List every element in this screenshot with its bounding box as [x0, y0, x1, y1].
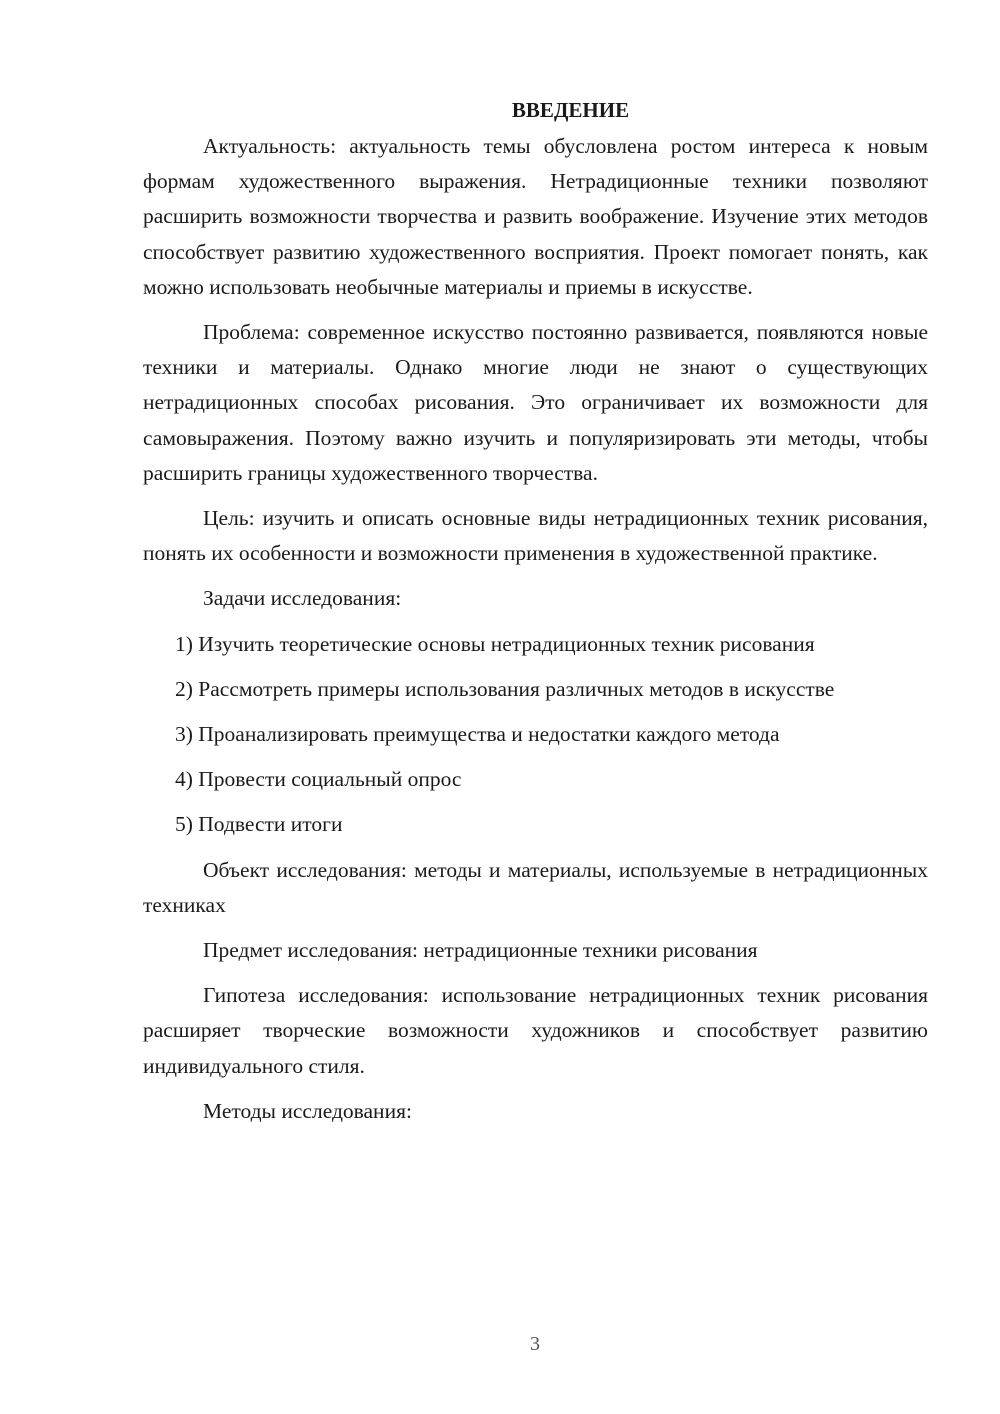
problem-paragraph: Проблема: современное искусство постоянно развивается, появляются новые техники и материалы. Однако многие люди не знают о существующих нетрадиционных способах рисования. Это ограничивает их возможности для самовыражения. Поэтому важно изучить и популяризировать эти методы, чтобы расширить границы художественного творчества. [143, 320, 928, 485]
page-content [143, 92, 928, 1139]
task-item-2: 2) Рассмотреть примеры использования различных методов в искусстве [175, 676, 835, 701]
page-title: ВВЕДЕНИЕ [511, 98, 630, 122]
goal-paragraph: Цель: изучить и описать основные виды нетрадиционных техник рисования, понять их особенности и возможности применения в художественной практике. [143, 506, 928, 566]
tasks-heading: Задачи исследования: [203, 586, 402, 611]
hypothesis-paragraph: Гипотеза исследования: использование нетрадиционных техник рисования расширяет творческие возможности художников и способствует развитию индивидуального стиля. [143, 983, 928, 1078]
task-item-4: 4) Провести социальный опрос [175, 767, 462, 792]
relevance-paragraph: Актуальность: актуальность темы обусловлена ростом интереса к новым формам художественного выражения. Нетрадиционные техники позволяют расширить возможности творчества и развить воображение. Изучение этих методов способствует развитию художественного восприятия. Проект помогает понять, как можно использовать необычные материалы и приемы в искусстве. [143, 134, 928, 299]
task-item-5: 5) Подвести итоги [175, 812, 343, 837]
page-number: 3 [530, 1333, 540, 1355]
methods-heading: Методы исследования: [203, 1098, 412, 1123]
task-item-1: 1) Изучить теоретические основы нетрадиционных техник рисования [175, 631, 815, 656]
subject-paragraph: Предмет исследования: нетрадиционные техники рисования [203, 938, 758, 963]
object-paragraph: Объект исследования: методы и материалы, используемые в нетрадиционных техниках [143, 857, 928, 917]
task-item-3: 3) Проанализировать преимущества и недостатки каждого метода [175, 722, 780, 747]
